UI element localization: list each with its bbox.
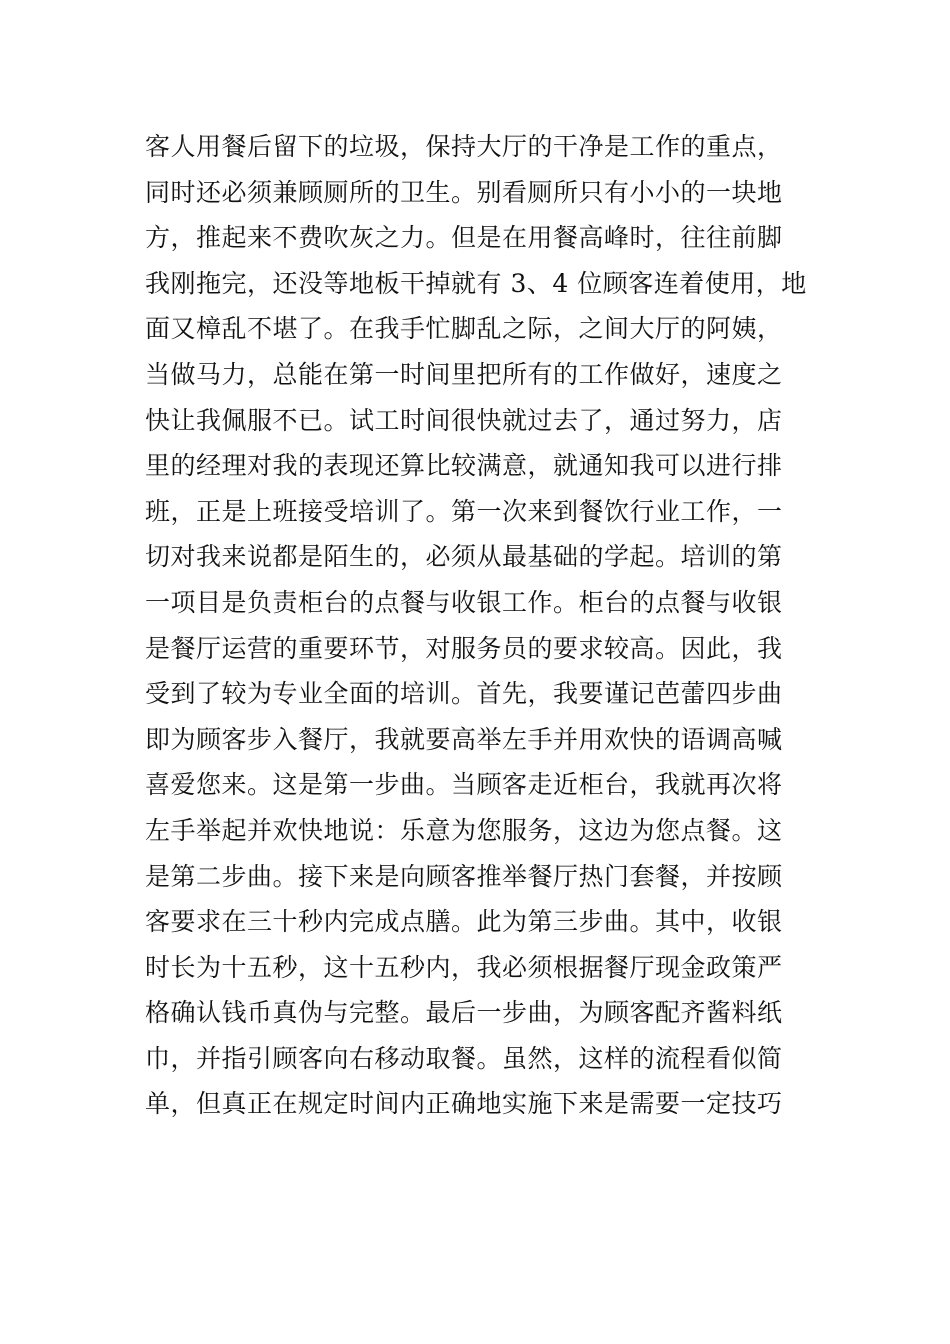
text-line: 即为顾客步入餐厅，我就要高举左手并用欢快的语调高喊 — [145, 724, 783, 754]
text-line: 受到了较为专业全面的培训。首先，我要谨记芭蕾四步曲 — [145, 679, 783, 709]
text-line: 一项目是负责柜台的点餐与收银工作。柜台的点餐与收银 — [145, 587, 783, 617]
text-line: 切对我来说都是陌生的，必须从最基础的学起。培训的第 — [145, 542, 783, 572]
text-line: 喜爱您来。这是第一步曲。当顾客走近柜台，我就再次将 — [145, 770, 783, 800]
text-line: 当做马力，总能在第一时间里把所有的工作做好，速度之 — [145, 359, 783, 389]
text-line: 同时还必须兼顾厕所的卫生。别看厕所只有小小的一块地 — [145, 177, 783, 207]
body-text — [145, 124, 815, 1127]
text-line: 左手举起并欢快地说：乐意为您服务，这边为您点餐。这 — [145, 815, 783, 845]
text-line: 里的经理对我的表现还算比较满意，就通知我可以进行排 — [145, 451, 783, 481]
text-line: 方，推起来不费吹灰之力。但是在用餐高峰时，往往前脚 — [145, 223, 783, 253]
text-line: 格确认钱币真伪与完整。最后一步曲，为顾客配齐酱料纸 — [145, 998, 783, 1028]
text-line: 巾，并指引顾客向右移动取餐。虽然，这样的流程看似简 — [145, 1043, 783, 1073]
text-line: 是餐厅运营的重要环节，对服务员的要求较高。因此，我 — [145, 633, 783, 663]
text-line: 快让我佩服不已。试工时间很快就过去了，通过努力，店 — [145, 405, 783, 435]
text-line: 单，但真正在规定时间内正确地实施下来是需要一定技巧 — [145, 1089, 783, 1119]
text-line: 我刚拖完，还没等地板干掉就有 3、4 位顾客连着使用，地 — [145, 268, 807, 298]
text-line: 是第二步曲。接下来是向顾客推举餐厅热门套餐，并按顾 — [145, 861, 783, 891]
text-line: 时长为十五秒，这十五秒内，我必须根据餐厅现金政策严 — [145, 952, 783, 982]
text-line: 面又樟乱不堪了。在我手忙脚乱之际，之间大厅的阿姨， — [145, 314, 783, 344]
text-line: 客人用餐后留下的垃圾，保持大厅的干净是工作的重点， — [145, 132, 783, 161]
text-line: 客要求在三十秒内完成点膳。此为第三步曲。其中，收银 — [145, 907, 783, 937]
text-line: 班，正是上班接受培训了。第一次来到餐饮行业工作，一 — [145, 496, 783, 526]
